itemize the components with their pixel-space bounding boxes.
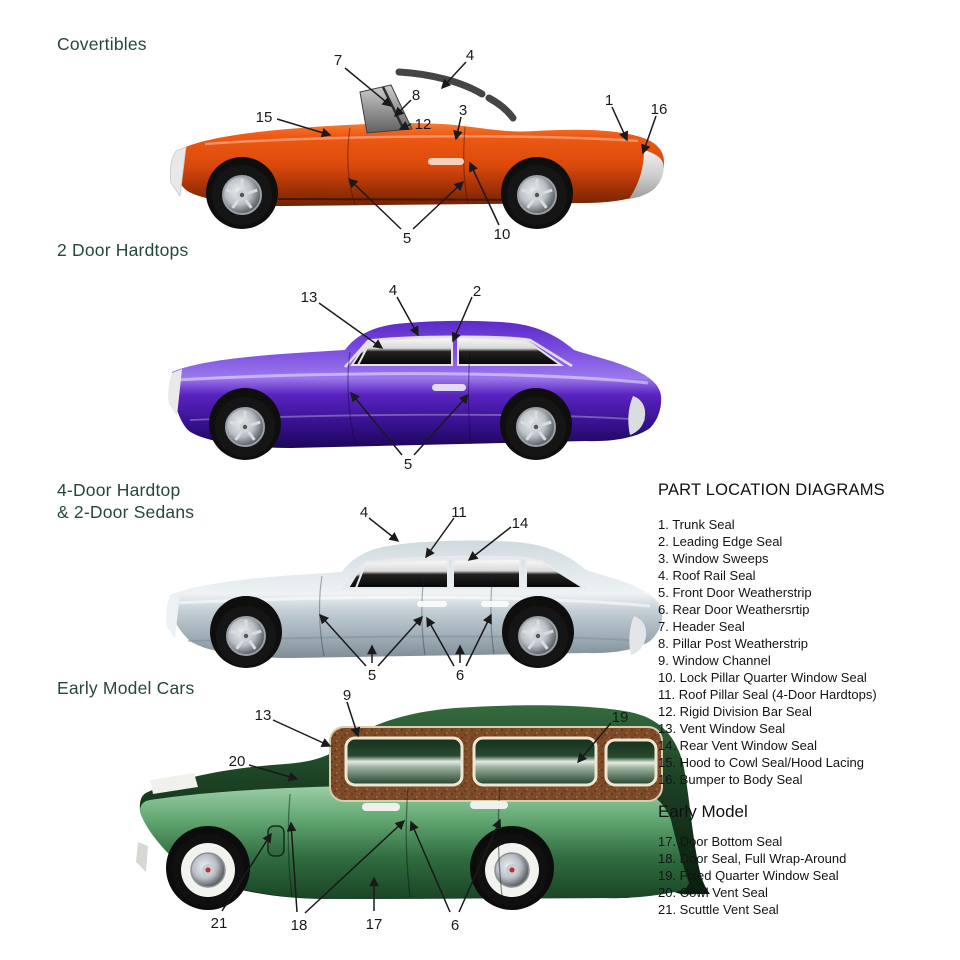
callout-arrow-18: [305, 821, 404, 913]
callout-number-10: 10: [493, 226, 511, 243]
callout-number-2: 2: [472, 283, 482, 300]
part-location-legend: [658, 481, 958, 918]
callout-arrow-7: [345, 68, 391, 106]
section-heading-two-door-hardtops: [57, 239, 188, 261]
section-heading-line: & 2-Door Sedans: [57, 502, 195, 522]
callout-number-13: 13: [254, 707, 272, 724]
callout-arrow-16: [643, 116, 656, 153]
callout-arrow-6: [459, 820, 500, 912]
legend-item: 21. Scuttle Vent Seal: [658, 902, 779, 917]
legend-item: 17. Door Bottom Seal: [658, 834, 783, 849]
callout-arrow-9: [347, 702, 358, 736]
callout-number-4: 4: [359, 504, 369, 521]
callout-number-4: 4: [465, 47, 475, 64]
callout-arrow-5: [413, 182, 463, 229]
callout-arrow-12: [400, 124, 411, 129]
callout-arrow-13: [273, 720, 330, 746]
callout-arrow-6: [466, 615, 491, 666]
callout-arrow-10: [470, 163, 499, 225]
legend-item: 4. Roof Rail Seal: [658, 568, 756, 583]
legend-item: 20. Cowl Vent Seal: [658, 885, 768, 900]
legend-item: 15. Hood to Cowl Seal/Hood Lacing: [658, 755, 864, 770]
callout-arrow-5: [349, 179, 401, 229]
callout-number-9: 9: [342, 687, 352, 704]
callout-number-5: 5: [403, 456, 413, 473]
legend-item: 10. Lock Pillar Quarter Window Seal: [658, 670, 867, 685]
section-heading-convertibles: [57, 33, 147, 55]
callout-number-17: 17: [365, 916, 383, 933]
callout-arrow-11: [426, 518, 454, 557]
callout-arrow-13: [319, 303, 382, 348]
legend-list: [658, 516, 958, 788]
legend-item: 2. Leading Edge Seal: [658, 534, 783, 549]
legend-item: 1. Trunk Seal: [658, 517, 735, 532]
callout-number-15: 15: [255, 109, 273, 126]
callout-number-6: 6: [450, 917, 460, 934]
callout-arrow-15: [277, 119, 330, 135]
callout-arrow-5: [378, 617, 422, 666]
legend-item: 12. Rigid Division Bar Seal: [658, 704, 812, 719]
callout-number-21: 21: [210, 915, 228, 932]
callout-arrow-20: [249, 765, 297, 779]
legend-item: 14. Rear Vent Window Seal: [658, 738, 817, 753]
callout-number-11: 11: [451, 504, 467, 521]
section-heading-line: 4-Door Hardtop: [57, 480, 181, 500]
callout-arrow-1: [612, 107, 627, 140]
callout-number-6: 6: [455, 667, 465, 684]
callout-arrow-6: [427, 618, 454, 666]
callout-arrow-8: [395, 100, 411, 116]
callout-arrow-5: [414, 395, 468, 455]
callout-number-18: 18: [290, 917, 308, 934]
legend-item: 3. Window Sweeps: [658, 551, 769, 566]
callout-number-19: 19: [611, 709, 629, 726]
legend-title: PART LOCATION DIAGRAMS: [658, 481, 885, 499]
callout-arrow-3: [456, 117, 461, 139]
callout-arrow-5: [320, 615, 366, 666]
legend-item: 5. Front Door Weatherstrip: [658, 585, 812, 600]
legend-item: 11. Roof Pillar Seal (4-Door Hardtops): [658, 687, 877, 702]
callout-arrow-5: [351, 393, 402, 455]
callout-number-20: 20: [228, 753, 246, 770]
section-heading-four-door-hardtop: [57, 479, 194, 523]
callout-arrow-6: [411, 822, 450, 912]
legend-item: 6. Rear Door Weathersrtip: [658, 602, 810, 617]
legend-item: 13. Vent Window Seal: [658, 721, 786, 736]
callout-number-4: 4: [388, 282, 398, 299]
callout-arrow-4: [369, 518, 398, 541]
callout-arrow-4: [397, 297, 418, 335]
legend-item: 7. Header Seal: [658, 619, 745, 634]
callout-number-12: 12: [414, 116, 432, 133]
section-heading-line: 2 Door Hardtops: [57, 240, 189, 260]
legend-item: 19. Fixed Quarter Window Seal: [658, 868, 839, 883]
callout-number-1: 1: [604, 92, 614, 109]
callout-number-14: 14: [511, 515, 529, 532]
callout-number-3: 3: [458, 102, 468, 119]
callout-arrow-4: [442, 62, 466, 88]
section-heading-early-model-cars: [57, 677, 194, 699]
callout-arrow-2: [453, 297, 472, 341]
legend-item: 18. Door Seal, Full Wrap-Around: [658, 851, 847, 866]
legend-early-list: [658, 833, 958, 918]
callout-arrow-18: [291, 823, 297, 912]
legend-item: 16. Bumper to Body Seal: [658, 772, 803, 787]
legend-early-model-title: Early Model: [658, 802, 748, 821]
callout-number-5: 5: [367, 667, 377, 684]
legend-item: 9. Window Channel: [658, 653, 771, 668]
callout-number-5: 5: [402, 230, 412, 247]
callout-number-8: 8: [411, 87, 421, 104]
callout-number-13: 13: [300, 289, 318, 306]
callout-arrow-21: [222, 834, 271, 911]
legend-item: 8. Pillar Post Weatherstrip: [658, 636, 809, 651]
callout-number-16: 16: [650, 101, 668, 118]
section-heading-line: Early Model Cars: [57, 678, 195, 698]
callout-arrow-14: [469, 527, 511, 560]
callout-arrow-19: [578, 723, 611, 762]
section-heading-line: Covertibles: [57, 34, 147, 54]
callout-number-7: 7: [333, 52, 343, 69]
